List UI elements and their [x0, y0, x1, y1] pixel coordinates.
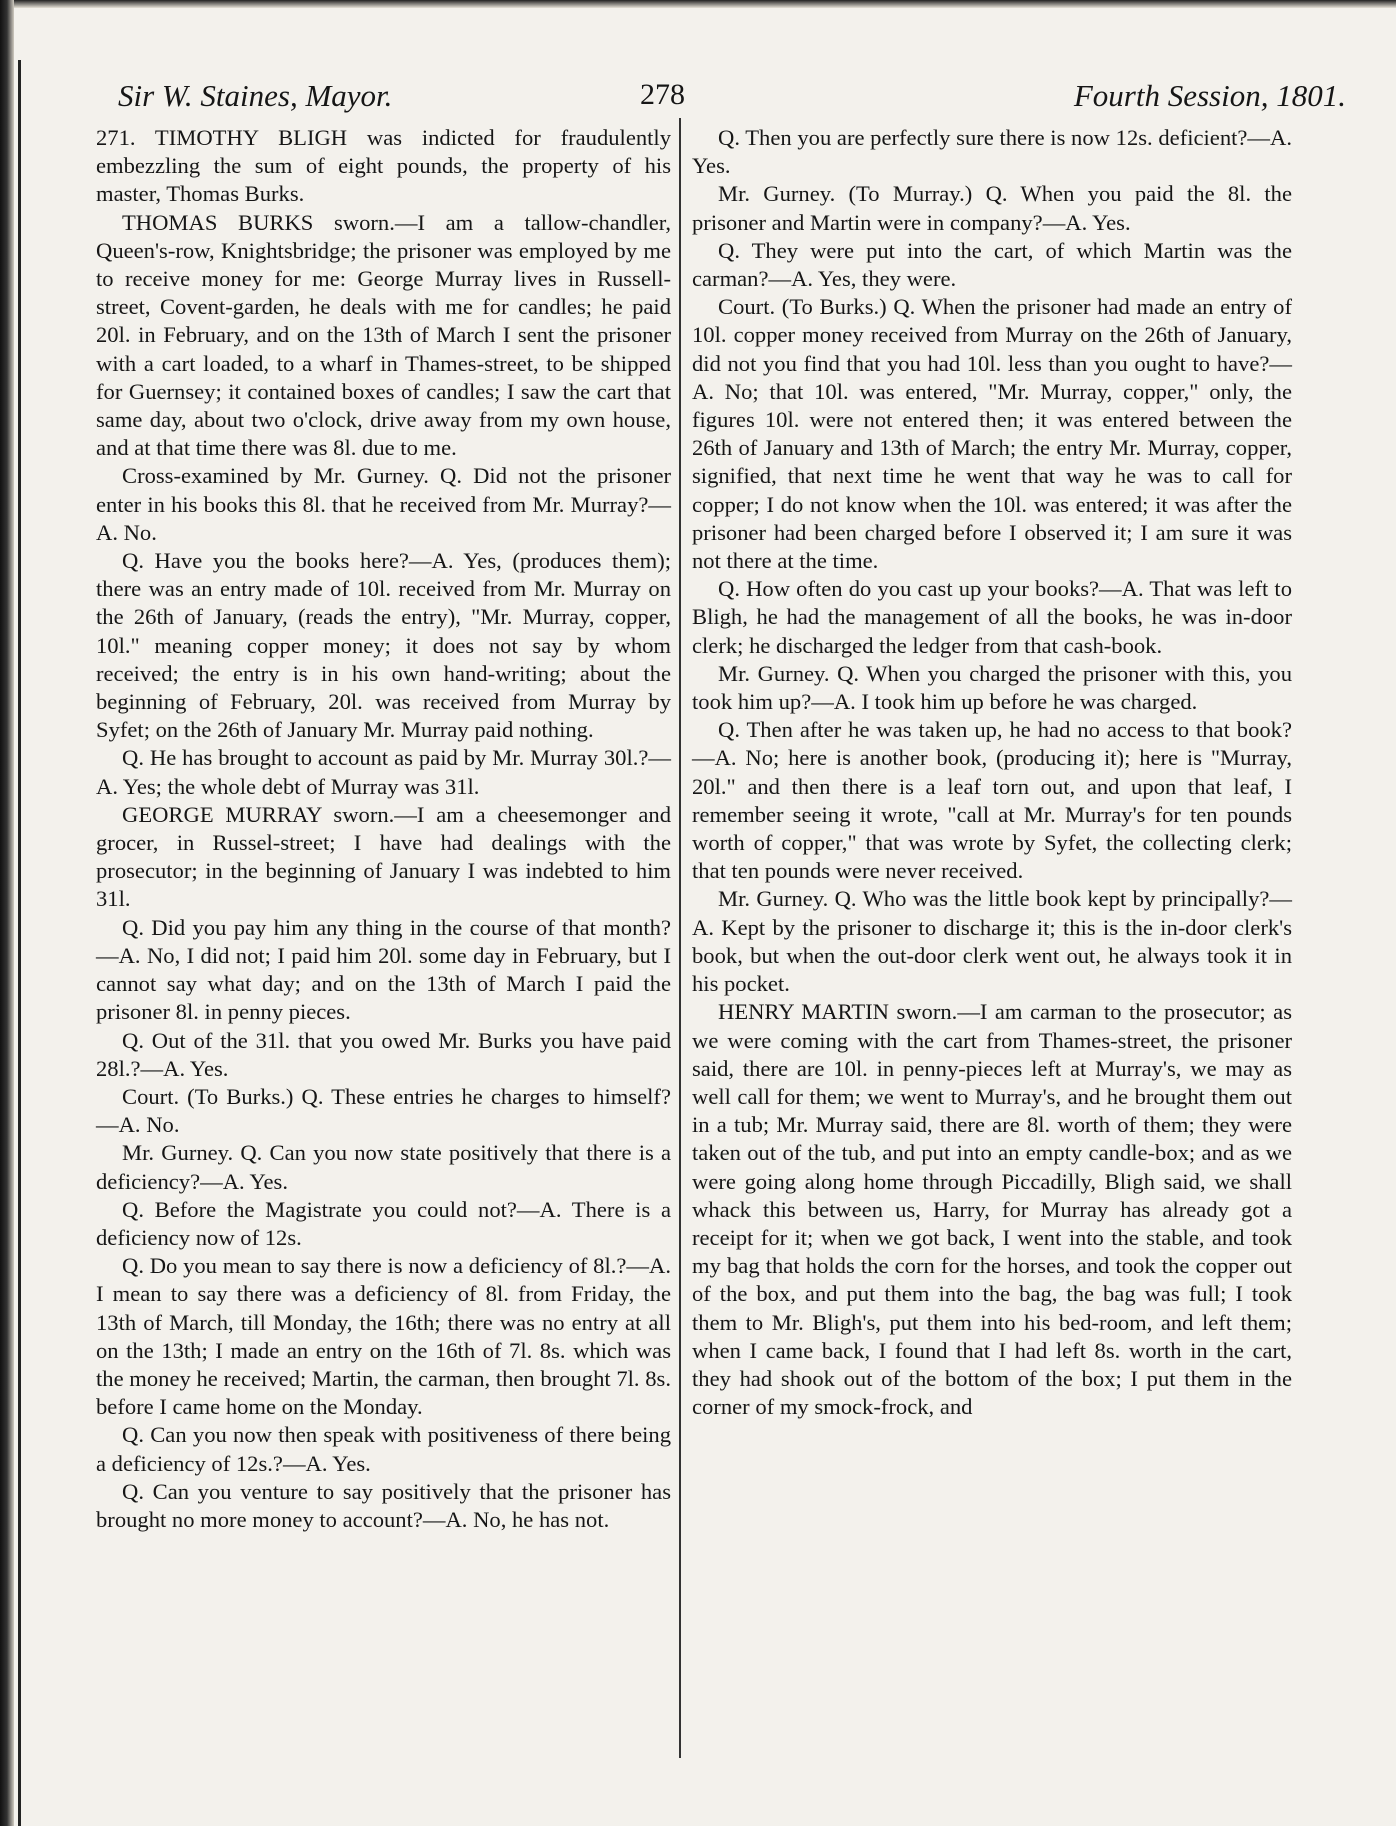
- page-number: 278: [640, 78, 685, 111]
- header-left: Sir W. Staines, Mayor.: [118, 78, 393, 113]
- paragraph: Cross-examined by Mr. Gurney. Q. Did not the prisoner enter in his books this 8l. that he received from Mr. Murray?—A. No.: [96, 463, 671, 545]
- paragraph: Q. Out of the 31l. that you owed Mr. Burks you have paid 28l.?—A. Yes.: [96, 1027, 671, 1081]
- paragraph: Q. He has brought to account as paid by Mr. Murray 30l.?—A. Yes; the whole debt of Murray was 31l.: [96, 745, 671, 799]
- paragraph: Q. Do you mean to say there is now a deficiency of 8l.?—A. I mean to say there was a deficiency of 8l. from Friday, the 13th of March, till Monday, the 16th; there was no entry at all on the 13th; I made an entry on the 16th of 7l. 8s. which was the money he received; Martin, the carman, then brought 7l. 8s. before I came home on the Monday.: [96, 1253, 671, 1420]
- paragraph: Q. Then after he was taken up, he had no access to that book?—A. No; here is another book, (producing it); here is "Murray, 20l." and then there is a leaf torn out, and upon that leaf, I remember seeing it wrote, "call at Mr. Murray's for ten pounds worth of copper," that was wrote by Syfet, the collecting clerk; that ten pounds were never received.: [692, 717, 1292, 884]
- paragraph: Court. (To Burks.) Q. These entries he charges to himself?—A. No.: [96, 1083, 671, 1138]
- paragraph: GEORGE MURRAY sworn.—I am a cheesemonger and grocer, in Russel-street; I have had dealings with the prosecutor; in the beginning of January I was indebted to him 31l.: [96, 801, 671, 912]
- paragraph: Q. Before the Magistrate you could not?—A. There is a deficiency now of 12s.: [96, 1196, 671, 1250]
- page-margin-rule: [18, 60, 21, 1826]
- paragraph: Court. (To Burks.) Q. When the prisoner had made an entry of 10l. copper money received from Murray on the 26th of January, did not you find that you had 10l. less than you ought to have?—A. No; that 10l. was entered, "Mr. Murray, copper," only, the figures 10l. were not entered then; it was entered between the 26th of January and 13th of March; the entry Mr. Murray, copper, signified, that next time he went that way he was to call for copper; I do not know when the 10l. was entered; it was after the prisoner had been charged before I observed it; I am sure it was not there at the time.: [692, 294, 1292, 574]
- right-column: [692, 124, 1292, 1421]
- paragraph: Mr. Gurney. Q. When you charged the prisoner with this, you took him up?—A. I took him up before he was charged.: [692, 660, 1292, 715]
- paragraph: HENRY MARTIN sworn.—I am carman to the prosecutor; as we were coming with the cart from Thames-street, the prisoner said, there are 10l. in penny-pieces left at Murray's, we may as well call for them; we went to Murray's, and he brought them out in a tub; Mr. Murray said, there are 8l. worth of them; they were taken out of the tub, and put into an empty candle-box; and as we were going along home through Piccadilly, Bligh said, we shall whack this between us, Harry, for Murray has already got a receipt for it; when we got back, I went into the stable, and took my bag that holds the corn for the horses, and took the copper out of the box, and put them into the bag, the bag was full; I took them to Mr. Bligh's, put them into his bed-room, and left them; when I came back, I found that I had left 8s. worth in the cart, they had shook out of the bottom of the box; I put them in the corner of my smock-frock, and: [692, 999, 1292, 1420]
- scan-top-edge: [0, 0, 1396, 8]
- paragraph: THOMAS BURKS sworn.—I am a tallow-chandler, Queen's-row, Knightsbridge; the prisoner was employed by me to receive money for me: George Murray lives in Russell-street, Covent-garden, he deals with me for candles; he paid 20l. in February, and on the 13th of March I sent the prisoner with a cart loaded, to a wharf in Thames-street, to be shipped for Guernsey; it contained boxes of candles; I saw the cart that same day, about two o'clock, drive away from my own house, and at that time there was 8l. due to me.: [96, 209, 671, 461]
- header-right: Fourth Session, 1801.: [1073, 78, 1346, 113]
- paragraph: 271. TIMOTHY BLIGH was indicted for fraudulently embezzling the sum of eight pounds, the property of his master, Thomas Burks.: [96, 125, 671, 207]
- scan-left-edge: [0, 0, 14, 1826]
- left-column: [96, 124, 671, 1534]
- paragraph: Mr. Gurney. Q. Who was the little book kept by principally?—A. Kept by the prisoner to discharge it; this is the in-door clerk's book, but when the out-door clerk went out, he always took it in his pocket.: [692, 886, 1292, 997]
- running-header: [100, 78, 1356, 124]
- paragraph: Q. They were put into the cart, of which Martin was the carman?—A. Yes, they were.: [692, 237, 1292, 292]
- column-divider: [679, 118, 681, 1758]
- paragraph: Q. Can you venture to say positively that the prisoner has brought no more money to account?—A. No, he has not.: [96, 1478, 671, 1532]
- paragraph: Q. Then you are perfectly sure there is now 12s. deficient?—A. Yes.: [692, 125, 1292, 179]
- paragraph: Q. How often do you cast up your books?—A. That was left to Bligh, he had the management of all the books, he was in-door clerk; he discharged the ledger from that cash-book.: [692, 576, 1292, 658]
- paragraph: Mr. Gurney. Q. Can you now state positively that there is a deficiency?—A. Yes.: [96, 1140, 671, 1194]
- paragraph: Q. Did you pay him any thing in the course of that month?—A. No, I did not; I paid him 20l. some day in February, but I cannot say what day; and on the 13th of March I paid the prisoner 8l. in penny pieces.: [96, 914, 671, 1025]
- paragraph: Mr. Gurney. (To Murray.) Q. When you paid the 8l. the prisoner and Martin were in company?—A. Yes.: [692, 181, 1292, 235]
- paragraph: Q. Can you now then speak with positiveness of there being a deficiency of 12s.?—A. Yes.: [96, 1422, 671, 1476]
- paragraph: Q. Have you the books here?—A. Yes, (produces them); there was an entry made of 10l. received from Mr. Murray on the 26th of January, (reads the entry), "Mr. Murray, copper, 10l." meaning copper money; it does not say by whom received; the entry is in his own hand-writing; about the beginning of February, 20l. was received from Murray by Syfet; on the 26th of January Mr. Murray paid nothing.: [96, 548, 671, 743]
